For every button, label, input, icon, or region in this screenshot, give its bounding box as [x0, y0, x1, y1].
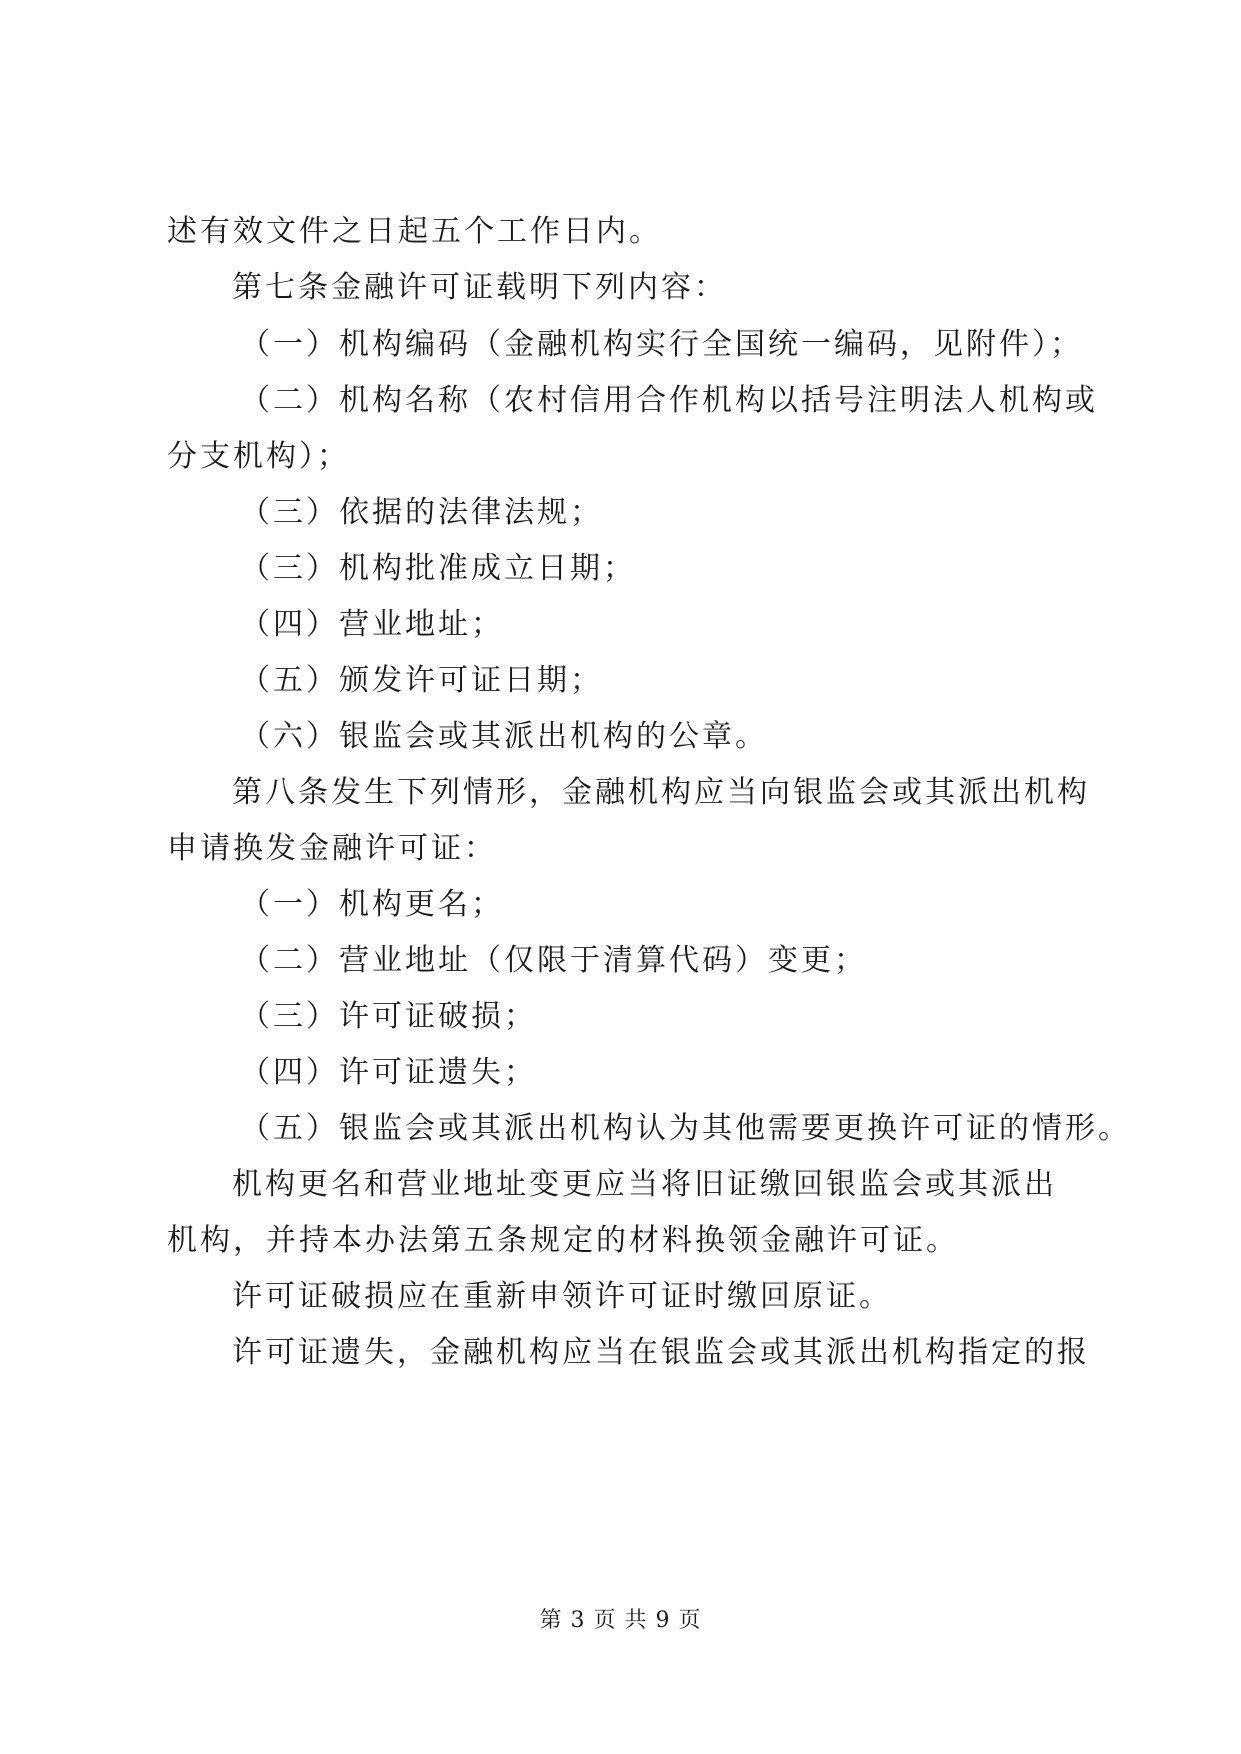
list-item-10: （三）许可证破损；: [240, 999, 537, 1034]
list-item-12: （五）银监会或其派出机构认为其他需要更换许可证的情形。: [240, 1111, 1131, 1146]
list-item-2-continued: 分支机构）；: [167, 439, 350, 474]
list-item-2: （二）机构名称（农村信用合作机构以括号注明法人机构或: [240, 383, 1098, 418]
paragraph-rename-continued: 机构，并持本办法第五条规定的材料换领金融许可证。: [167, 1223, 959, 1258]
list-item-6: （五）颁发许可证日期；: [240, 663, 603, 698]
list-item-4: （三）机构批准成立日期；: [240, 551, 636, 586]
list-item-7: （六）银监会或其派出机构的公章。: [240, 719, 768, 754]
page-number-footer: 第 3 页 共 9 页: [539, 1608, 702, 1633]
list-item-5: （四）营业地址；: [240, 607, 504, 642]
article-7-heading: 第七条金融许可证载明下列内容：: [232, 270, 727, 305]
paragraph-lost: 许可证遗失，金融机构应当在银监会或其派出机构指定的报: [232, 1335, 1090, 1370]
article-8-heading: 第八条发生下列情形，金融机构应当向银监会或其派出机构: [232, 775, 1090, 810]
article-8-continued: 申请换发金融许可证：: [167, 831, 497, 866]
paragraph-damaged: 许可证破损应在重新申领许可证时缴回原证。: [232, 1279, 892, 1314]
list-item-1: （一）机构编码（金融机构实行全国统一编码，见附件）；: [240, 327, 1083, 362]
list-item-8: （一）机构更名；: [240, 887, 504, 922]
list-item-3: （三）依据的法律法规；: [240, 495, 603, 530]
list-item-9: （二）营业地址（仅限于清算代码）变更；: [240, 943, 867, 978]
paragraph-rename: 机构更名和营业地址变更应当将旧证缴回银监会或其派出: [232, 1167, 1057, 1202]
list-item-11: （四）许可证遗失；: [240, 1055, 537, 1090]
text-line-1: 述有效文件之日起五个工作日内。: [167, 214, 662, 249]
